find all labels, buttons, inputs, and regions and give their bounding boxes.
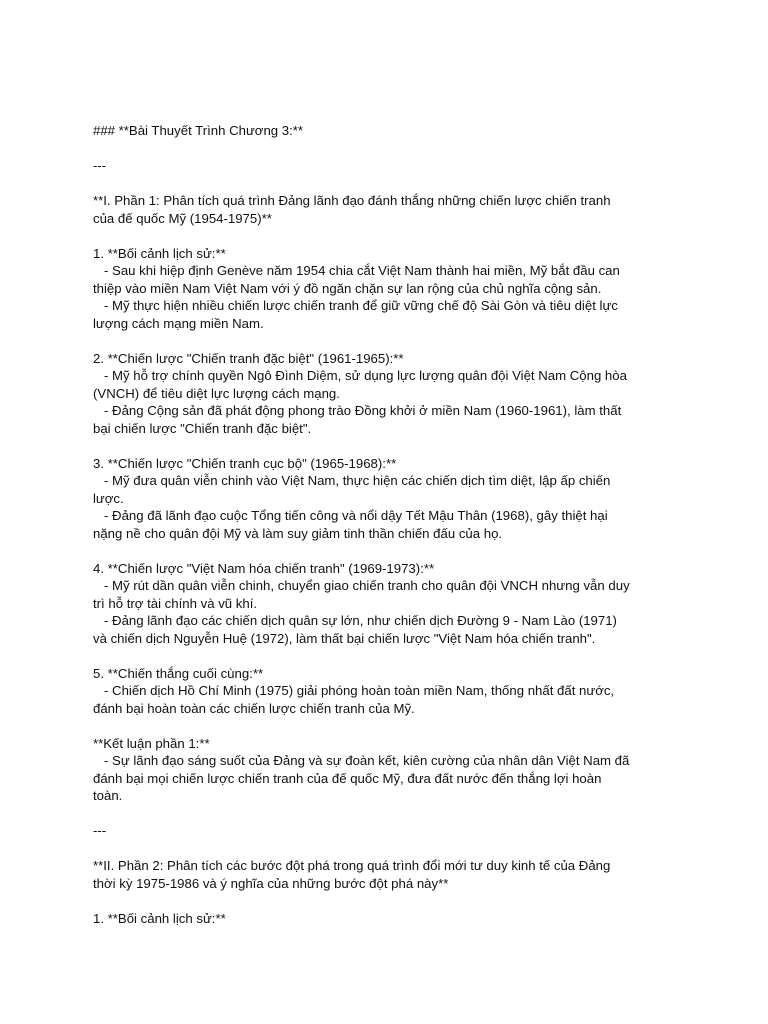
section5-line: - Chiến dịch Hồ Chí Minh (1975) giải phóng hoàn toàn miền Nam, thống nhất đất nước, — [93, 683, 615, 698]
section1-line: thiệp vào miền Nam Việt Nam với ý đồ ngăn chặn sự lan rộng của chủ nghĩa cộng sản. — [93, 280, 602, 296]
section2-line: - Đảng Cộng sản đã phát động phong trào Đồng khởi ở miền Nam (1960-1961), làm thất — [93, 403, 622, 418]
section3-line: - Đảng đã lãnh đạo cuộc Tổng tiến công và nổi dậy Tết Mậu Thân (1968), gây thiệt hại — [93, 508, 608, 523]
spacer — [93, 892, 683, 910]
section3-title: 3. **Chiến lược "Chiến tranh cục bộ" (1965-1968):** — [93, 455, 397, 471]
section5-title: 5. **Chiến thắng cuối cùng:** — [93, 665, 264, 681]
document-title: ### **Bài Thuyết Trình Chương 3:** — [93, 123, 304, 138]
section2-line: bại chiến lược "Chiến tranh đặc biệt". — [93, 420, 312, 436]
spacer — [93, 175, 683, 193]
spacer — [93, 717, 683, 735]
section2-title: 2. **Chiến lược "Chiến tranh đặc biệt" (1961-1965):** — [93, 350, 404, 366]
separator: --- — [93, 823, 107, 838]
part2-heading-line2: thời kỳ 1975-1986 và ý nghĩa của những bước đột phá này** — [93, 875, 449, 891]
separator: --- — [93, 158, 107, 173]
section1-line: lượng cách mạng miền Nam. — [93, 315, 264, 331]
section5-line: đánh bại hoàn toàn các chiến lược chiến tranh của Mỹ. — [93, 700, 415, 716]
part1-heading-line1: **I. Phần 1: Phân tích quá trình Đảng lãnh đạo đánh thắng những chiến lược chiến tranh — [93, 193, 611, 208]
section3-line: lược. — [93, 490, 124, 506]
section3-line: nặng nề cho quân đội Mỹ và làm suy giảm tinh thần chiến đấu của họ. — [93, 525, 503, 541]
spacer — [93, 140, 683, 158]
section1-line: - Sau khi hiệp định Genève năm 1954 chia cắt Việt Nam thành hai miền, Mỹ bắt đầu can — [93, 263, 620, 278]
part2-section1-title: 1. **Bối cảnh lịch sử:** — [93, 910, 226, 926]
spacer — [93, 805, 683, 823]
spacer — [93, 647, 683, 665]
conclusion-line: - Sự lãnh đạo sáng suốt của Đảng và sự đoàn kết, kiên cường của nhân dân Việt Nam đã — [93, 753, 630, 768]
conclusion-line: đánh bại mọi chiến lược chiến tranh của đế quốc Mỹ, đưa đất nước đến thắng lợi hoàn — [93, 770, 602, 786]
part1-heading-line2: của đế quốc Mỹ (1954-1975)** — [93, 210, 272, 226]
spacer — [93, 227, 683, 245]
part2-heading-line1: **II. Phần 2: Phân tích các bước đột phá trong quá trình đổi mới tư duy kinh tế của Đảng — [93, 858, 611, 873]
section1-title: 1. **Bối cảnh lịch sử:** — [93, 245, 226, 261]
conclusion-line: toàn. — [93, 788, 123, 803]
spacer — [93, 437, 683, 455]
spacer — [93, 332, 683, 350]
section2-line: - Mỹ hỗ trợ chính quyền Ngô Đình Diệm, sử dụng lực lượng quân đội Việt Nam Cộng hòa — [93, 368, 627, 383]
spacer — [93, 542, 683, 560]
section4-line: - Đảng lãnh đạo các chiến dịch quân sự lớn, như chiến dịch Đường 9 - Nam Lào (1971) — [93, 613, 617, 628]
section3-line: - Mỹ đưa quân viễn chinh vào Việt Nam, thực hiện các chiến dịch tìm diệt, lập ấp chiến — [93, 473, 611, 488]
section2-line: (VNCH) để tiêu diệt lực lượng cách mạng. — [93, 385, 340, 401]
section4-title: 4. **Chiến lược "Việt Nam hóa chiến tranh" (1969-1973):** — [93, 560, 435, 576]
section4-line: và chiến dịch Nguyễn Huệ (1972), làm thất bại chiến lược "Việt Nam hóa chiến tranh". — [93, 630, 596, 646]
document-page — [93, 122, 683, 927]
section4-line: - Mỹ rút dần quân viễn chinh, chuyển giao chiến tranh cho quân đội VNCH nhưng vẫn duy — [93, 578, 630, 593]
section1-line: - Mỹ thực hiện nhiều chiến lược chiến tranh để giữ vững chế độ Sài Gòn và tiêu diệt lực — [93, 298, 618, 313]
spacer — [93, 840, 683, 858]
section4-line: trì hỗ trợ tài chính và vũ khí. — [93, 595, 258, 611]
conclusion-title: **Kết luận phần 1:** — [93, 735, 210, 751]
